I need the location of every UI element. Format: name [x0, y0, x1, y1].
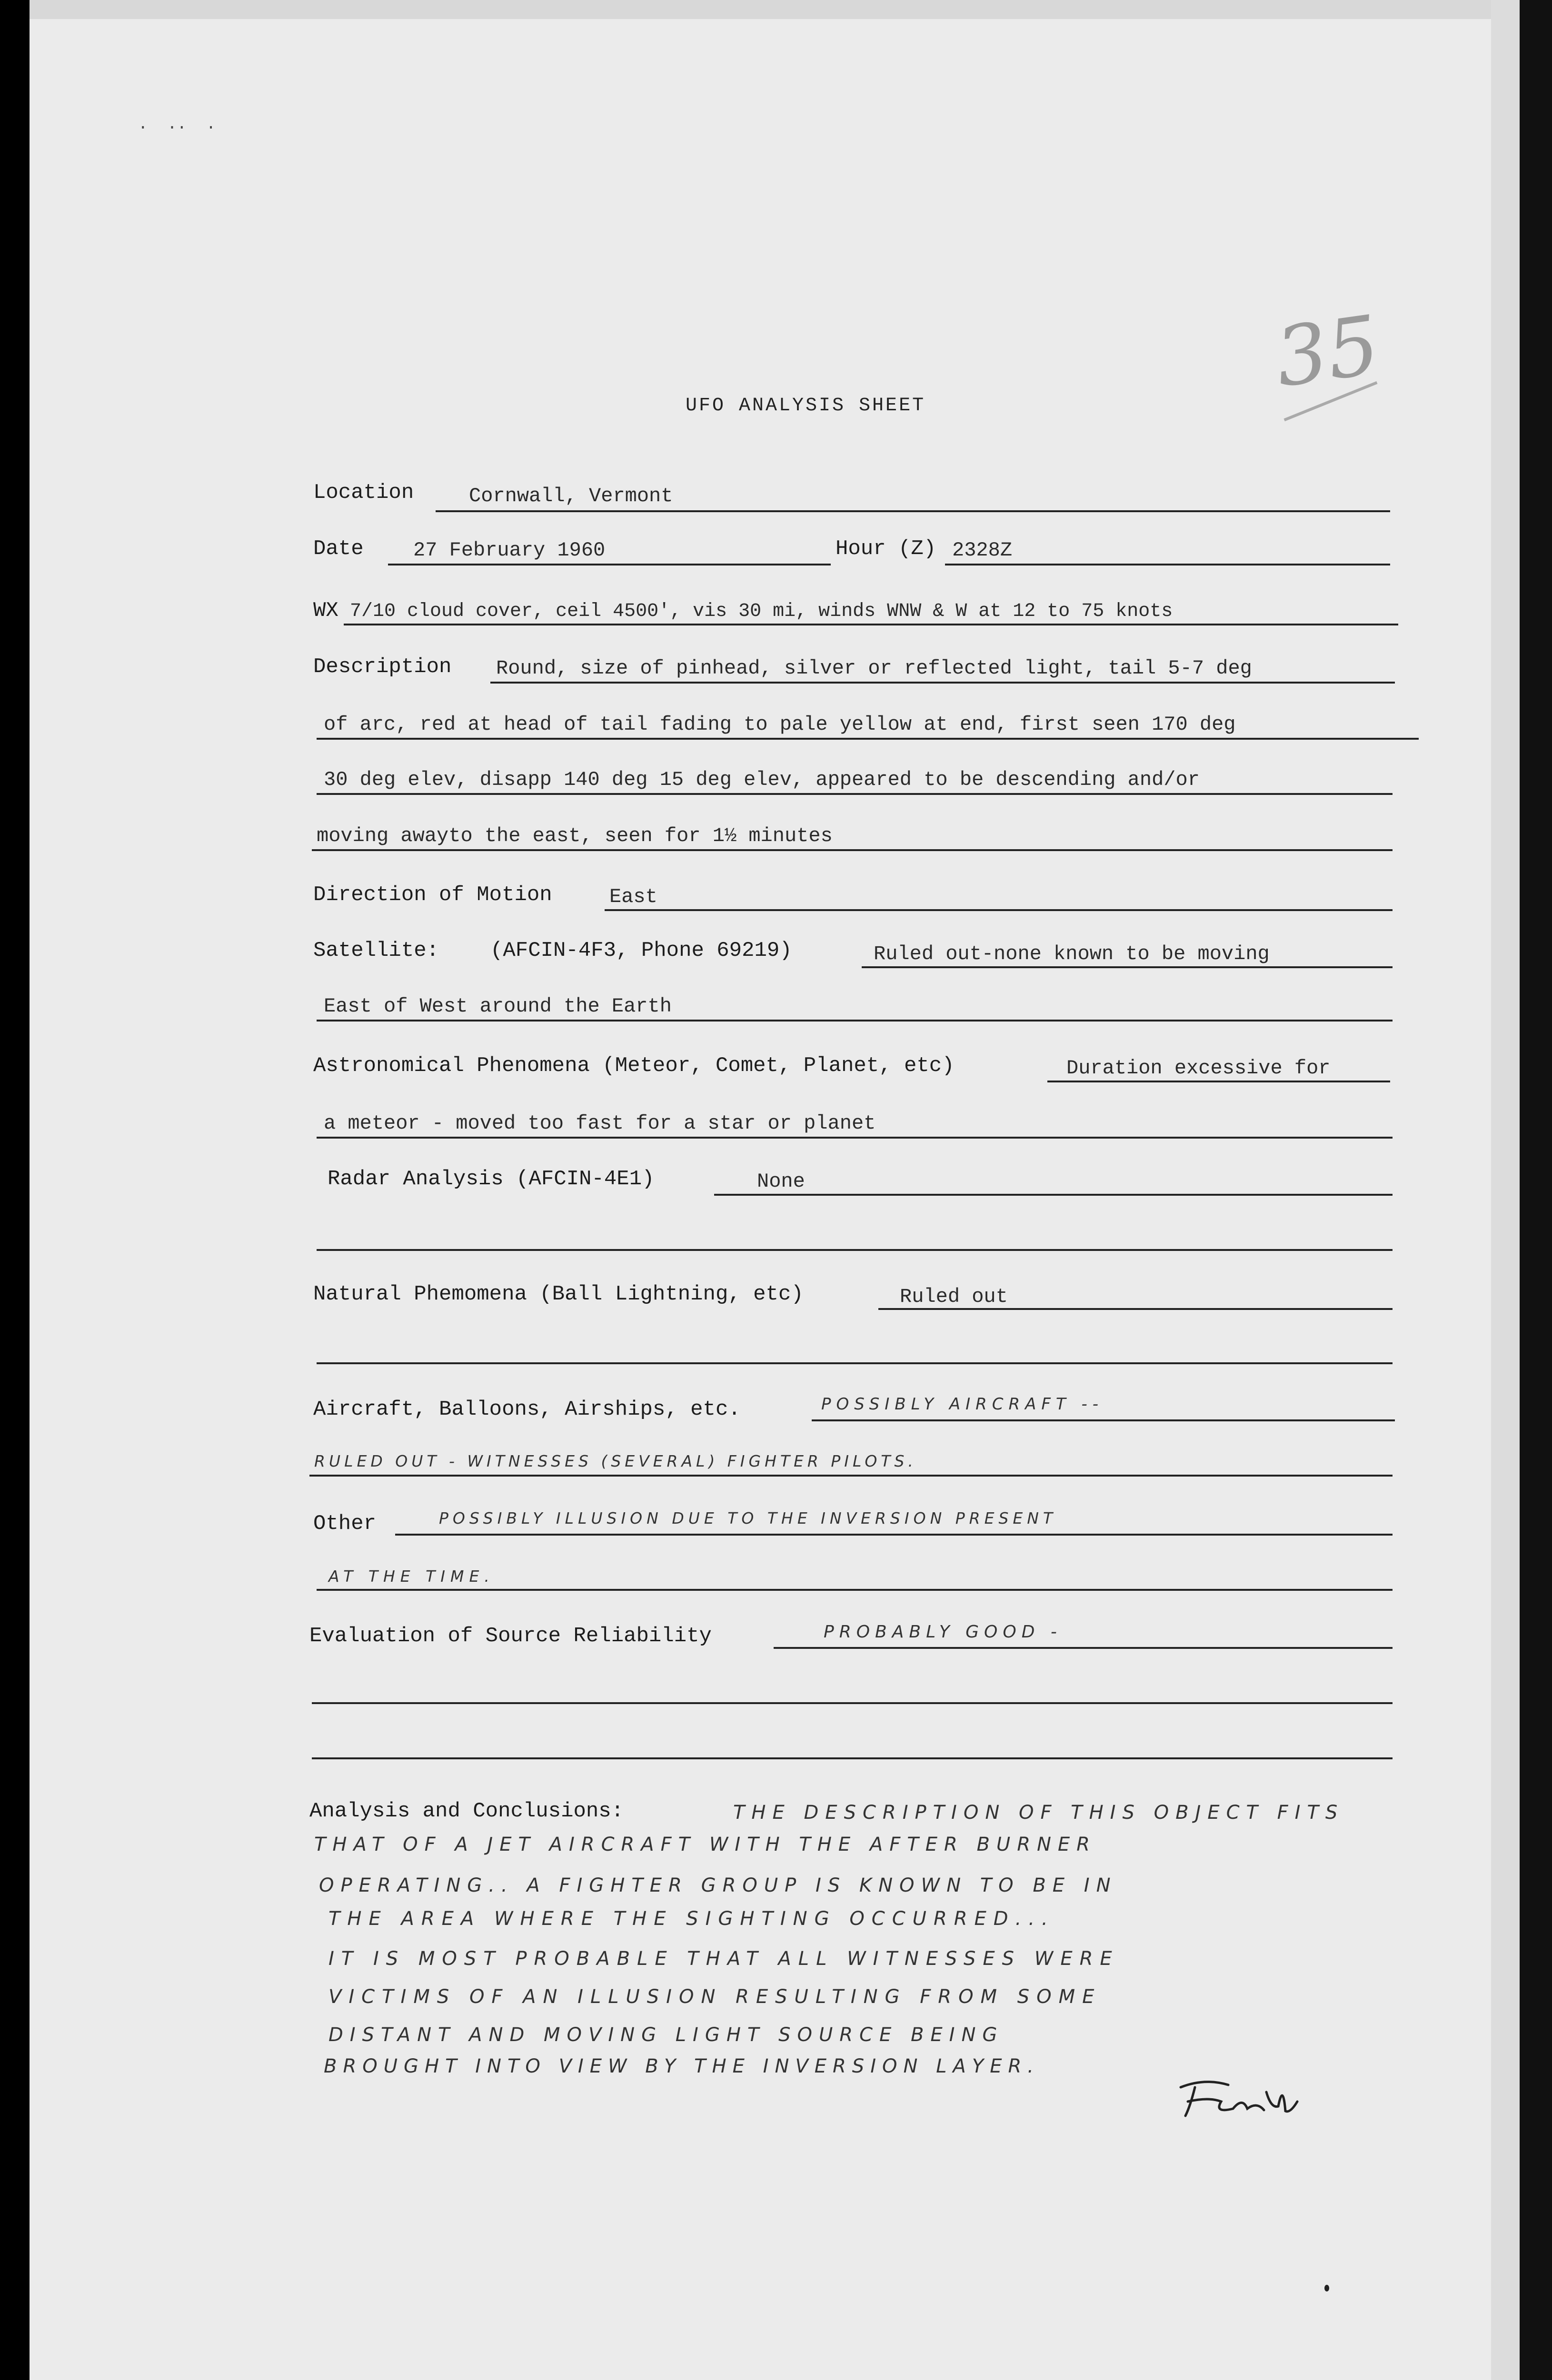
scan-border [1520, 0, 1552, 2380]
other-line-2: AT THE TIME. [328, 1567, 495, 1586]
satellite-reference: (AFCIN-4F3, Phone 69219) [490, 939, 792, 962]
hour-label: Hour (Z) [836, 537, 936, 561]
analysis-line-3: OPERATING.. A FIGHTER GROUP IS KNOWN TO BE IN [319, 1874, 1117, 1896]
sheet-title: UFO ANALYSIS SHEET [686, 395, 926, 416]
description-rule-2 [317, 738, 1419, 740]
description-rule-3 [317, 793, 1393, 795]
description-line-1: Round, size of pinhead, silver or reflected light, tail 5-7 deg [496, 657, 1252, 680]
satellite-rule-2 [317, 1020, 1393, 1021]
wx-value: 7/10 cloud cover, ceil 4500', vis 30 mi, winds WNW & W at 12 to 75 knots [350, 601, 1173, 622]
analysis-line-8: BROUGHT INTO VIEW BY THE INVERSION LAYER. [324, 2055, 1040, 2077]
astronomical-rule-2 [317, 1137, 1393, 1139]
wx-line [344, 624, 1398, 625]
aircraft-rule-2 [309, 1475, 1393, 1477]
radar-line-2 [317, 1249, 1393, 1251]
other-rule-1 [395, 1534, 1393, 1536]
direction-label: Direction of Motion [313, 883, 552, 907]
description-label: Description [313, 655, 452, 679]
description-rule-4 [312, 849, 1393, 851]
evaluation-label: Evaluation of Source Reliability [309, 1624, 712, 1648]
satellite-rule-1 [862, 966, 1393, 968]
satellite-line-1: Ruled out-none known to be moving [874, 942, 1270, 965]
direction-line [605, 909, 1393, 911]
natural-value: Ruled out [900, 1285, 1008, 1308]
page-edge [1491, 0, 1520, 2380]
astronomical-rule-1 [1047, 1081, 1390, 1082]
astronomical-label: Astronomical Phenomena (Meteor, Comet, Planet, etc) [313, 1054, 955, 1078]
date-value: 27 February 1960 [413, 539, 606, 562]
description-rule-1 [490, 682, 1395, 684]
natural-label: Natural Phemomena (Ball Lightning, etc) [313, 1282, 804, 1306]
evaluation-value: PROBABLY GOOD - [824, 1622, 1062, 1642]
aircraft-rule-1 [812, 1419, 1395, 1421]
astronomical-line-1: Duration excessive for [1066, 1057, 1331, 1080]
radar-label: Radar Analysis (AFCIN-4E1) [328, 1167, 655, 1191]
wx-label: WX [313, 599, 338, 623]
scan-mark: · ·· · [138, 119, 216, 137]
description-line-3: 30 deg elev, disapp 140 deg 15 deg elev, appeared to be descending and/or [324, 768, 1200, 791]
date-label: Date [313, 537, 364, 561]
description-line-4: moving awayto the east, seen for 1½ minutes [317, 824, 833, 847]
analysis-line-5: IT IS MOST PROBABLE THAT ALL WITNESSES WERE [328, 1948, 1119, 1970]
analysis-line-2: THAT OF A JET AIRCRAFT WITH THE AFTER BURNER [314, 1834, 1096, 1855]
radar-value: None [757, 1170, 805, 1193]
other-rule-2 [317, 1589, 1393, 1591]
date-line [388, 564, 831, 565]
aircraft-label: Aircraft, Balloons, Airships, etc. [313, 1398, 741, 1421]
natural-line [878, 1308, 1393, 1310]
satellite-line-2: East of West around the Earth [324, 995, 672, 1018]
location-line [436, 510, 1390, 512]
analysis-line-7: DISTANT AND MOVING LIGHT SOURCE BEING [328, 2024, 1004, 2046]
evaluation-line-2 [312, 1702, 1393, 1704]
location-value: Cornwall, Vermont [469, 485, 673, 507]
hour-line [945, 564, 1390, 565]
signature [1176, 2068, 1300, 2125]
radar-line [714, 1194, 1393, 1196]
ink-dot [1324, 2285, 1329, 2291]
analysis-line-6: VICTIMS OF AN ILLUSION RESULTING FROM SOME [328, 1986, 1102, 2008]
direction-value: East [609, 885, 657, 908]
aircraft-line-2: RULED OUT - WITNESSES (SEVERAL) FIGHTER PILOTS. [314, 1452, 917, 1470]
description-line-2: of arc, red at head of tail fading to pale yellow at end, first seen 170 deg [324, 713, 1236, 736]
hour-value: 2328Z [952, 539, 1013, 562]
analysis-label: Analysis and Conclusions: [309, 1799, 624, 1823]
analysis-line-4: THE AREA WHERE THE SIGHTING OCCURRED... [328, 1908, 1055, 1930]
page-number: 35 [1270, 298, 1385, 406]
analysis-line-1: THE DESCRIPTION OF THIS OBJECT FITS [733, 1802, 1344, 1824]
natural-line-2 [317, 1362, 1393, 1364]
page-top-edge [30, 0, 1491, 19]
aircraft-line-1: POSSIBLY AIRCRAFT -- [821, 1395, 1104, 1414]
location-label: Location [313, 481, 414, 505]
astronomical-line-2: a meteor - moved too fast for a star or planet [324, 1112, 876, 1135]
other-label: Other [313, 1512, 377, 1536]
evaluation-line-3 [312, 1757, 1393, 1759]
other-line-1: POSSIBLY ILLUSION DUE TO THE INVERSION PRESENT [439, 1509, 1057, 1527]
satellite-label: Satellite: [313, 939, 439, 962]
evaluation-line [774, 1647, 1393, 1649]
